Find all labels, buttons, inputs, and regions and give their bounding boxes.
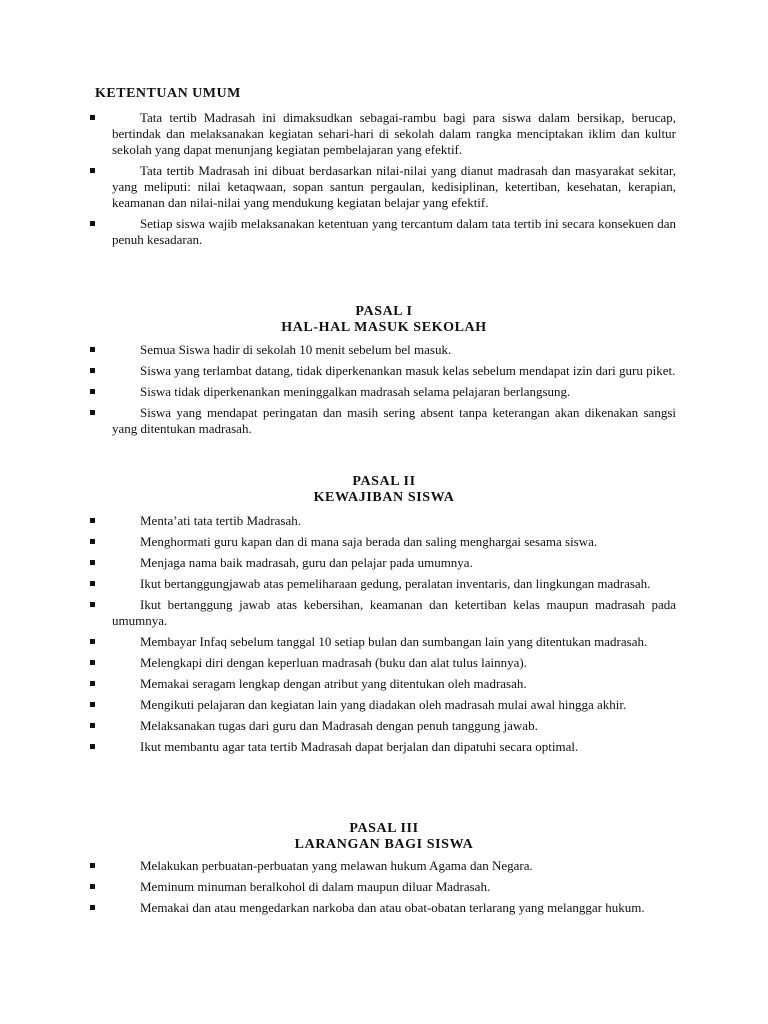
heading-pasal-1 [0, 304, 768, 336]
list-item: Siswa yang terlambat datang, tidak diperkenankan masuk kelas sebelum mendapat izin dari guru piket. [90, 363, 676, 379]
list-item: Siswa tidak diperkenankan meninggalkan madrasah selama pelajaran berlangsung. [90, 384, 676, 400]
list-pasal-1 [90, 342, 676, 442]
list-item: Ikut bertanggung jawab atas kebersihan, keamanan dan ketertiban kelas maupun madrasah pada umumnya. [90, 597, 676, 629]
list-item: Menghormati guru kapan dan di mana saja berada dan saling menghargai sesama siswa. [90, 534, 676, 550]
bullet-icon [90, 602, 95, 607]
list-pasal-3 [90, 858, 676, 921]
bullet-icon [90, 905, 95, 910]
pasal-title: HAL-HAL MASUK SEKOLAH [281, 320, 487, 335]
bullet-icon [90, 221, 95, 226]
list-item: Memakai dan atau mengedarkan narkoba dan atau obat-obatan terlarang yang melanggar hukum. [90, 900, 676, 916]
bullet-icon [90, 560, 95, 565]
list-item: Semua Siswa hadir di sekolah 10 menit sebelum bel masuk. [90, 342, 676, 358]
list-item: Setiap siswa wajib melaksanakan ketentuan yang tercantum dalam tata tertib ini secara konsekuen dan penuh kesadaran. [90, 216, 676, 248]
bullet-icon [90, 702, 95, 707]
list-item: Meminum minuman beralkohol di dalam maupun diluar Madrasah. [90, 879, 676, 895]
list-item: Melakukan perbuatan-perbuatan yang melawan hukum Agama dan Negara. [90, 858, 676, 874]
bullet-icon [90, 410, 95, 415]
list-item: Tata tertib Madrasah ini dimaksudkan sebagai-rambu bagi para siswa dalam bersikap, berucap, bertindak dan melaksanakan kegiatan sehari-hari di sekolah dalam rangka menciptakan iklim dan kultur sekolah yang dapat menunjang kegiatan pembelajaran yang efektif. [90, 110, 676, 158]
heading-pasal-2 [0, 474, 768, 506]
pasal-number: PASAL II [352, 474, 416, 489]
list-item: Tata tertib Madrasah ini dibuat berdasarkan nilai-nilai yang dianut madrasah dan masyarakat sekitar, yang meliputi: nilai ketaqwaan, sopan santun pergaulan, kedisiplinan, ketertiban, kesehatan, kerapian, keamanan dan nilai-nilai yang mendukung kegiatan belajar yang efektif. [90, 163, 676, 211]
list-item: Melengkapi diri dengan keperluan madrasah (buku dan alat tulus lainnya). [90, 655, 676, 671]
bullet-icon [90, 681, 95, 686]
list-item: Menjaga nama baik madrasah, guru dan pelajar pada umumnya. [90, 555, 676, 571]
bullet-icon [90, 347, 95, 352]
bullet-icon [90, 368, 95, 373]
bullet-icon [90, 639, 95, 644]
bullet-icon [90, 884, 95, 889]
list-item: Siswa yang mendapat peringatan dan masih sering absent tanpa keterangan akan dikenakan sangsi yang ditentukan madrasah. [90, 405, 676, 437]
pasal-title: LARANGAN BAGI SISWA [294, 837, 474, 852]
pasal-number: PASAL III [349, 821, 419, 836]
bullet-icon [90, 539, 95, 544]
list-ketentuan-umum [90, 110, 676, 253]
list-pasal-2 [90, 513, 676, 760]
bullet-icon [90, 660, 95, 665]
heading-ketentuan-umum: KETENTUAN UMUM [95, 86, 241, 101]
pasal-number: PASAL I [355, 304, 413, 319]
pasal-title: KEWAJIBAN SISWA [313, 490, 455, 505]
list-item: Menta’ati tata tertib Madrasah. [90, 513, 676, 529]
list-item: Mengikuti pelajaran dan kegiatan lain yang diadakan oleh madrasah mulai awal hingga akhir. [90, 697, 676, 713]
bullet-icon [90, 744, 95, 749]
bullet-icon [90, 115, 95, 120]
bullet-icon [90, 389, 95, 394]
list-item: Memakai seragam lengkap dengan atribut yang ditentukan oleh madrasah. [90, 676, 676, 692]
bullet-icon [90, 168, 95, 173]
list-item: Ikut bertanggungjawab atas pemeliharaan gedung, peralatan inventaris, dan lingkungan madrasah. [90, 576, 676, 592]
bullet-icon [90, 863, 95, 868]
bullet-icon [90, 581, 95, 586]
heading-pasal-3 [0, 821, 768, 853]
bullet-icon [90, 723, 95, 728]
list-item: Melaksanakan tugas dari guru dan Madrasah dengan penuh tanggung jawab. [90, 718, 676, 734]
list-item: Ikut membantu agar tata tertib Madrasah dapat berjalan dan dipatuhi secara optimal. [90, 739, 676, 755]
bullet-icon [90, 518, 95, 523]
list-item: Membayar Infaq sebelum tanggal 10 setiap bulan dan sumbangan lain yang ditentukan madrasah. [90, 634, 676, 650]
